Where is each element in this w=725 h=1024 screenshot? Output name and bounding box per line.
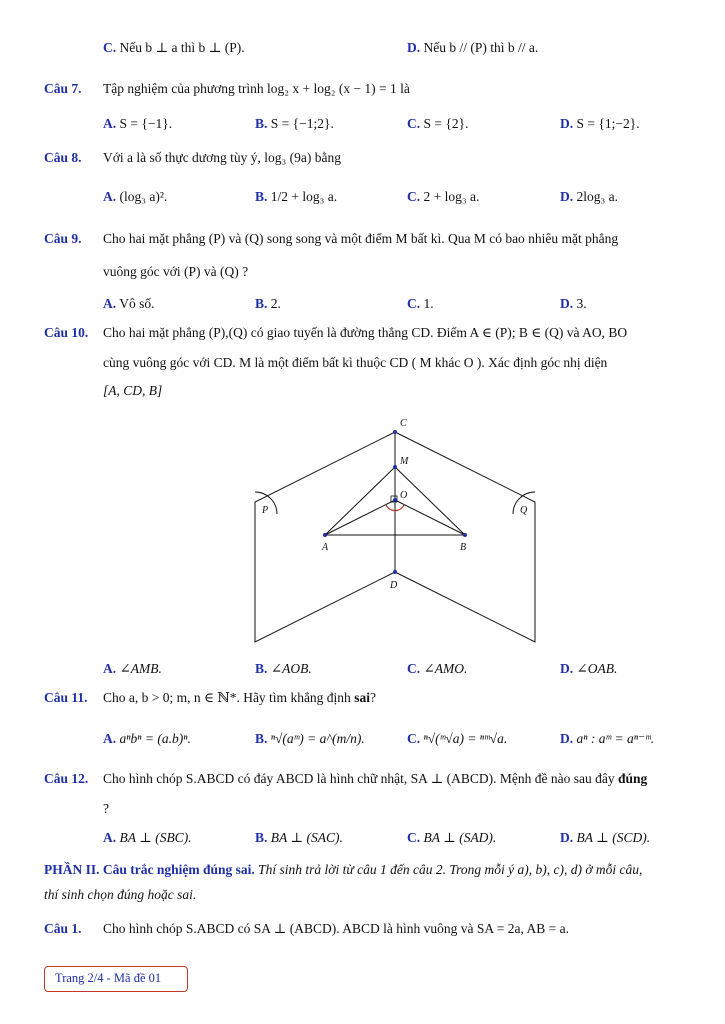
q12-option-c: C. BA ⊥ (SAD). <box>407 830 497 845</box>
point-c <box>393 430 397 434</box>
page-footer: Trang 2/4 - Mã đề 01 <box>44 966 188 992</box>
q8-option-a: A. (log₃ a)². <box>103 189 168 204</box>
question-9-line2: vuông góc với (P) và (Q) ? <box>103 264 249 279</box>
q9-option-b: B. 2. <box>255 296 281 311</box>
label-b: B <box>460 542 467 553</box>
question-12-text: Cho hình chóp S.ABCD có đáy ABCD là hình chữ nhật, SA ⊥ (ABCD). Mệnh đề nào sau đây đúng <box>103 771 648 786</box>
prev-option-d: D. Nếu b // (P) thì b // a. <box>407 40 539 55</box>
q11-option-b: B. ⁿ√(aᵐ) = a^(m/n). <box>255 731 365 746</box>
point-d <box>393 570 397 574</box>
label-d: D <box>390 580 398 591</box>
q9-option-c: C. 1. <box>407 296 434 311</box>
q12-option-b: B. BA ⊥ (SAC). <box>255 830 343 845</box>
part2-question-1-number: Câu 1. <box>44 921 82 936</box>
part2-heading: PHẦN II. Câu trắc nghiệm đúng sai. Thí sinh trả lời từ câu 1 đến câu 2. Trong mỗi ý a), b), c), d) ở mỗi câu, <box>44 862 643 877</box>
label-m: M <box>400 456 409 467</box>
question-10-line2: cùng vuông góc với CD. M là một điểm bất kì thuộc CD ( M khác O ). Xác định góc nhị diện <box>103 355 608 370</box>
question-9-number: Câu 9. <box>44 231 82 246</box>
question-10-line1: Cho hai mặt phẳng (P),(Q) có giao tuyến là đường thẳng CD. Điểm A ∈ (P); B ∈ (Q) và AO, BO <box>103 325 628 340</box>
label-a: A <box>322 542 329 553</box>
segment-bm <box>395 467 465 535</box>
q7-option-c: C. S = {2}. <box>407 116 469 131</box>
question-10-line3: [A, CD, B] <box>103 383 163 398</box>
segment-am <box>325 467 395 535</box>
prev-option-c: C. Nếu b ⊥ a thì b ⊥ (P). <box>103 40 245 55</box>
question-12-number: Câu 12. <box>44 771 89 786</box>
q11-option-a: A. aⁿbⁿ = (a.b)ⁿ. <box>103 731 191 746</box>
q12-option-d: D. BA ⊥ (SCD). <box>560 830 651 845</box>
q7-option-b: B. S = {−1;2}. <box>255 116 334 131</box>
label-o: O <box>400 490 408 501</box>
part2-question-1-text: Cho hình chóp S.ABCD có SA ⊥ (ABCD). ABCD là hình vuông và SA = 2a, AB = a. <box>103 921 569 936</box>
q8-option-b: B. 1/2 + log₃ a. <box>255 189 338 204</box>
point-o <box>393 498 397 502</box>
q10-option-b: B. ∠AOB. <box>255 661 312 676</box>
point-m <box>393 465 397 469</box>
question-7-text: Tập nghiệm của phương trình log₂ x + log₂ (x − 1) = 1 là <box>103 81 410 96</box>
segment-bo <box>395 500 465 535</box>
q10-option-d: D. ∠OAB. <box>560 661 618 676</box>
q7-option-a: A. S = {−1}. <box>103 116 173 131</box>
question-10-number: Câu 10. <box>44 325 89 340</box>
question-8-number: Câu 8. <box>44 150 82 165</box>
question-11-number: Câu 11. <box>44 690 88 705</box>
label-p: P <box>262 505 269 516</box>
dihedral-figure <box>240 410 550 650</box>
q9-option-d: D. 3. <box>560 296 587 311</box>
q10-option-c: C. ∠AMO. <box>407 661 468 676</box>
q9-option-a: A. Vô số. <box>103 296 155 311</box>
q11-option-c: C. ⁿ√(ᵐ√a) = ⁿᵐ√a. <box>407 731 508 746</box>
question-12-line2: ? <box>103 801 109 816</box>
q10-option-a: A. ∠AMB. <box>103 661 162 676</box>
question-7-number: Câu 7. <box>44 81 82 96</box>
question-8-text: Với a là số thực dương tùy ý, log₃ (9a) bằng <box>103 150 341 165</box>
part2-instruction-line2: thí sinh chọn đúng hoặc sai. <box>44 887 197 902</box>
point-a <box>323 533 327 537</box>
point-b <box>463 533 467 537</box>
question-9-line1: Cho hai mặt phẳng (P) và (Q) song song và một điểm M bất kì. Qua M có bao nhiêu mặt phẳng <box>103 231 619 246</box>
q12-option-a: A. BA ⊥ (SBC). <box>103 830 192 845</box>
q7-option-d: D. S = {1;−2}. <box>560 116 640 131</box>
q8-option-d: D. 2log₃ a. <box>560 189 618 204</box>
q11-option-d: D. aⁿ : aᵐ = aⁿ⁻ᵐ. <box>560 731 655 746</box>
question-11-text: Cho a, b > 0; m, n ∈ ℕ*. Hãy tìm khẳng định sai? <box>103 690 376 705</box>
label-q: Q <box>520 505 528 516</box>
label-c: C <box>400 418 407 429</box>
segment-ao <box>325 500 395 535</box>
q8-option-c: C. 2 + log₃ a. <box>407 189 480 204</box>
